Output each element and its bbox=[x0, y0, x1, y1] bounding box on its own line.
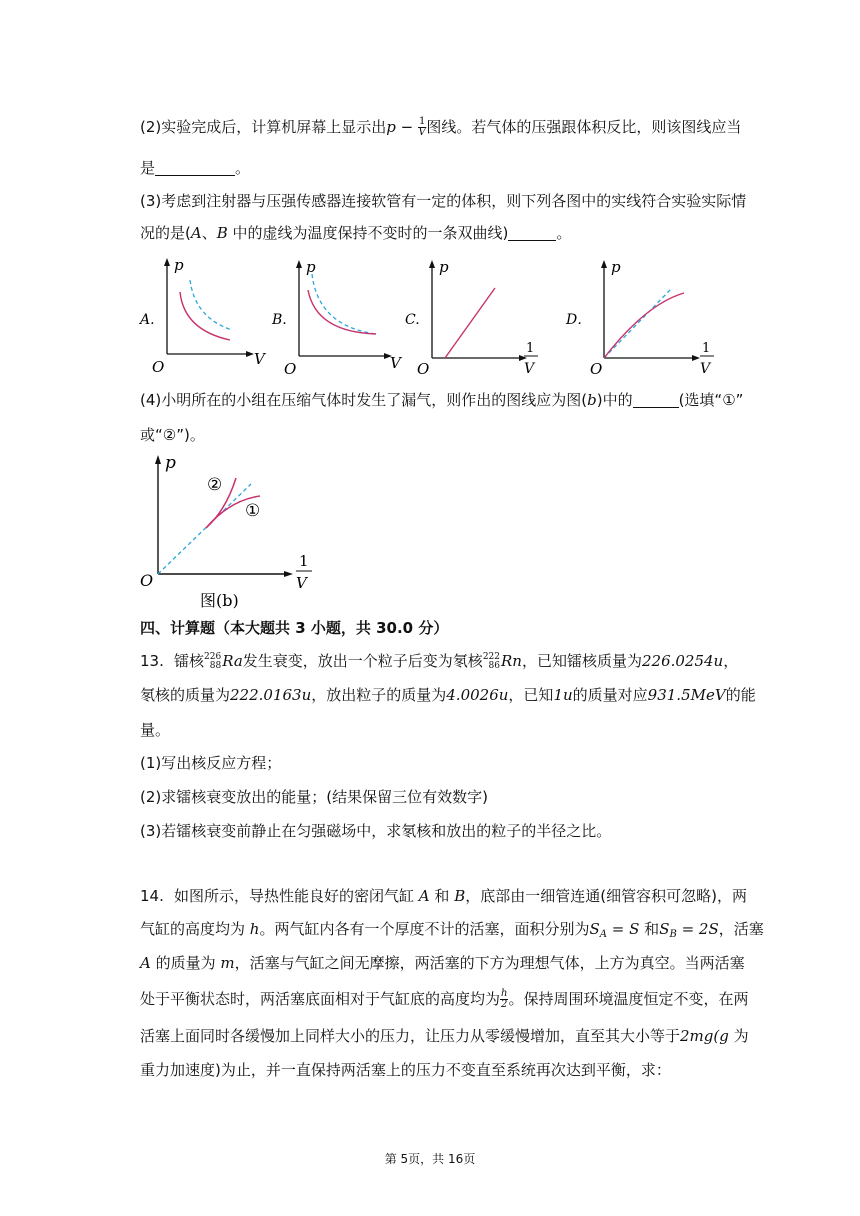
p-label: p bbox=[306, 258, 316, 276]
var-A: A bbox=[140, 954, 151, 972]
text: 处于平衡状态时，两活塞底面相对于气缸底的高度均为 bbox=[140, 990, 501, 1008]
mass-particle: 4.0026u bbox=[446, 686, 509, 704]
atomic-number: 88 bbox=[209, 660, 222, 671]
frac-num: 1 bbox=[418, 116, 426, 127]
text: 如图所示，导热性能良好的密闭气缸 bbox=[174, 887, 415, 905]
origin-label: O bbox=[140, 571, 154, 590]
origin-label: O bbox=[417, 360, 430, 378]
text: 的质量对应 bbox=[572, 686, 648, 704]
text: (2)实验完成后，计算机屏幕上显示出 bbox=[140, 118, 387, 136]
mark-1: ① bbox=[245, 501, 261, 521]
var-B: B bbox=[454, 887, 466, 905]
answer-blank[interactable] bbox=[633, 393, 679, 408]
text: 、 bbox=[201, 224, 217, 242]
origin-label: O bbox=[152, 358, 165, 376]
x-frac-den: V bbox=[524, 361, 535, 377]
minus: − bbox=[395, 118, 418, 136]
curve-solid bbox=[180, 292, 230, 340]
text: 中的虚线为温度保持不变时的一条双曲线) bbox=[227, 224, 509, 242]
text: (3)考虑到注射器与压强传感器连接软管有一定的体积，则下列各图中的实线符合实验实际情 bbox=[140, 192, 747, 210]
frac-den: V bbox=[418, 127, 426, 138]
text: 发生衰变，放出一个粒子后变为氡核 bbox=[242, 652, 483, 670]
q12-part3-line2 bbox=[140, 222, 571, 244]
text: 为 bbox=[733, 1027, 749, 1045]
p-label: p bbox=[611, 258, 621, 276]
origin-label: O bbox=[590, 360, 603, 378]
text: 。保持周围环境温度恒定不变，在两 bbox=[508, 990, 749, 1008]
isotope-ra-nums bbox=[204, 653, 221, 671]
text: ，放出粒子的质量为 bbox=[311, 686, 447, 704]
q13-sub1: (1)写出核反应方程； bbox=[140, 754, 282, 772]
y-arrow bbox=[164, 258, 170, 266]
q13-line3: 量。 bbox=[140, 721, 171, 739]
answer-blank[interactable] bbox=[508, 226, 556, 241]
x-arrow bbox=[284, 571, 293, 577]
text: (选填“①” bbox=[678, 391, 744, 409]
p-label: p bbox=[174, 256, 184, 274]
q13-sub3: (3)若镭核衰变前静止在匀强磁场中，求氡核和放出的粒子的半径之比。 bbox=[140, 822, 612, 840]
figure-caption: 图(b) bbox=[200, 591, 239, 610]
q12-part4-line2 bbox=[140, 424, 205, 446]
text: ，已知 bbox=[508, 686, 554, 704]
q13-line1 bbox=[140, 650, 738, 672]
line-dashed bbox=[158, 484, 251, 574]
var-S: S bbox=[659, 920, 670, 938]
q12-part3-line1 bbox=[140, 190, 746, 212]
text: 是 bbox=[140, 159, 156, 177]
q12-part2-line1 bbox=[140, 116, 741, 138]
isotope-rn-nums bbox=[483, 653, 500, 671]
text: 。 bbox=[556, 224, 572, 242]
x-frac-num: 1 bbox=[702, 341, 711, 356]
unit-1u: 1u bbox=[553, 686, 573, 704]
answer-blank[interactable] bbox=[155, 161, 235, 176]
text: 况的是( bbox=[140, 224, 191, 242]
atomic-number: 86 bbox=[488, 660, 500, 671]
text: 和 bbox=[434, 887, 450, 905]
text: ，底部由一细管连通(细管容积可忽略)，两 bbox=[465, 887, 747, 905]
subscript-A: A bbox=[599, 929, 607, 940]
q14-line1 bbox=[140, 885, 747, 907]
line-dashed bbox=[604, 289, 671, 358]
line-solid bbox=[445, 288, 495, 358]
text: ，已知镭核质量为 bbox=[521, 652, 642, 670]
option-a-graph bbox=[140, 256, 280, 385]
figure-b bbox=[138, 450, 328, 619]
text: 或“②”)。 bbox=[140, 426, 205, 444]
x-frac-num: 1 bbox=[299, 552, 309, 570]
question-number: 14. bbox=[140, 887, 164, 905]
text: 图线。若气体的压强跟体积反比，则该图线应当 bbox=[426, 118, 742, 136]
text: (4)小明所在的小组在压缩气体时发生了漏气，则作出的图线应为图( bbox=[140, 391, 588, 409]
option-label: B. bbox=[272, 312, 287, 328]
p-label: p bbox=[165, 453, 176, 473]
y-arrow bbox=[155, 455, 161, 464]
q14-line6: 重力加速度)为止，并一直保持两活塞上的压力不变直至系统再次达到平衡，求： bbox=[140, 1061, 671, 1079]
text: 的质量为 bbox=[155, 954, 216, 972]
text: 。 bbox=[235, 159, 251, 177]
eq-SA: = S bbox=[607, 920, 640, 938]
v-label: V bbox=[390, 354, 401, 372]
option-b-graph bbox=[272, 256, 412, 385]
frac-num: h bbox=[501, 988, 508, 999]
q12-part2-line2 bbox=[140, 157, 250, 179]
q14-line3 bbox=[140, 952, 745, 974]
energy-value: 931.5MeV bbox=[647, 686, 726, 704]
text: ，活塞 bbox=[718, 920, 764, 938]
isotherm-dashed bbox=[312, 274, 376, 334]
option-label: D． bbox=[566, 312, 592, 328]
text: 气缸的高度均为 bbox=[140, 920, 246, 938]
var-A: A bbox=[190, 224, 202, 242]
x-arrow bbox=[246, 351, 254, 357]
origin-label: O bbox=[284, 360, 297, 378]
text: )中的 bbox=[596, 391, 633, 409]
y-arrow bbox=[601, 260, 607, 268]
var-A: A bbox=[418, 887, 430, 905]
mass-number: 222 bbox=[482, 651, 500, 662]
curve-solid bbox=[604, 293, 684, 358]
q14-line5 bbox=[140, 1025, 749, 1047]
mass-ra: 226.0254u bbox=[641, 652, 724, 670]
y-arrow bbox=[296, 260, 302, 268]
symbol-ra: Ra bbox=[222, 652, 243, 670]
var-S: S bbox=[589, 920, 600, 938]
text: 的能 bbox=[725, 686, 756, 704]
var-h: h bbox=[249, 920, 260, 938]
text: 活塞上面同时各缓慢加上同样大小的压力，让压力从零缓慢增加，直至其大小等于 bbox=[140, 1027, 681, 1045]
x-arrow bbox=[692, 355, 700, 361]
y-arrow bbox=[429, 260, 435, 268]
var-B: B bbox=[216, 224, 228, 242]
force-2mg: 2mg(g bbox=[680, 1027, 729, 1045]
q14-line4 bbox=[140, 988, 748, 1010]
text: 和 bbox=[644, 920, 660, 938]
option-label: C. bbox=[405, 312, 420, 328]
subscript-B: B bbox=[669, 929, 677, 940]
x-frac-den: V bbox=[296, 574, 307, 592]
option-c-graph bbox=[405, 256, 555, 385]
q12-part4-line1 bbox=[140, 389, 743, 411]
var-p: p bbox=[386, 118, 396, 136]
v-label: V bbox=[254, 350, 265, 368]
page-footer: 第 5页，共 16页 bbox=[384, 1152, 476, 1166]
var-m: m bbox=[220, 954, 235, 972]
mass-number: 226 bbox=[204, 651, 222, 662]
text: ， bbox=[723, 652, 739, 670]
mass-rn: 222.0163u bbox=[230, 686, 312, 704]
option-d-graph bbox=[566, 256, 726, 385]
eq-SB: = 2S bbox=[676, 920, 719, 938]
q13-sub2: (2)求镭核衰变放出的能量；(结果保留三位有效数字) bbox=[140, 788, 488, 806]
var-b: b bbox=[587, 391, 597, 409]
x-frac-den: V bbox=[700, 361, 711, 377]
x-frac-num: 1 bbox=[526, 341, 535, 356]
text: ，活塞与气缸之间无摩擦，两活塞的下方为理想气体，上方为真空。当两活塞 bbox=[234, 954, 745, 972]
isotherm-dashed bbox=[190, 280, 232, 330]
question-number: 13. bbox=[140, 652, 164, 670]
text: 氡核的质量为 bbox=[140, 686, 231, 704]
q13-line2 bbox=[140, 684, 756, 706]
mark-2: ② bbox=[207, 475, 223, 495]
p-label: p bbox=[439, 258, 449, 276]
section-heading: 四、计算题（本大题共 3 小题，共 30.0 分） bbox=[140, 619, 449, 637]
frac-den: 2 bbox=[501, 999, 508, 1010]
text: 镭核 bbox=[174, 652, 205, 670]
q14-line2 bbox=[140, 918, 764, 946]
option-label: A. bbox=[140, 312, 155, 328]
symbol-rn: Rn bbox=[501, 652, 522, 670]
text: 。两气缸内各有一个厚度不计的活塞，面积分别为 bbox=[259, 920, 590, 938]
